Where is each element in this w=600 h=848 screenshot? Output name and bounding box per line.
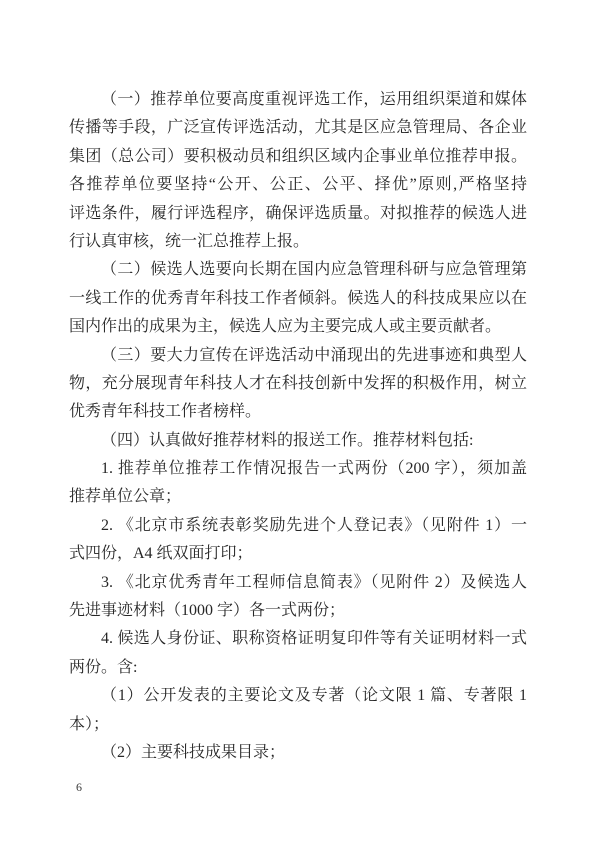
text-line: 各推荐单位要坚持“公开、公正、公平、择优”原则,严格坚持 (69, 176, 527, 194)
text-line: 国内作出的成果为主，候选人应为主要完成人或主要贡献者。 (69, 318, 502, 336)
text-line: 本）； (69, 715, 110, 733)
text-line: 先进事迹材料（1000 字）各一式两份； (69, 602, 346, 620)
text-line: （1）公开发表的主要论文及专著（论文限 1 篇、专著限 1 (101, 687, 527, 705)
text-line: （三）要大力宣传在评选活动中涌现出的先进事迹和典型人 (101, 346, 527, 364)
text-line: 两份。含: (69, 658, 138, 676)
document-body (69, 86, 527, 767)
text-line: 3. 《北京优秀青年工程师信息简表》（见附件 2）及候选人 (101, 573, 527, 591)
text-line: 传播等手段，广泛宣传评选活动，尤其是区应急管理局、各企业 (69, 119, 527, 137)
text-line: （二）候选人选要向长期在国内应急管理科研与应急管理第 (101, 261, 527, 279)
text-line: 2. 《北京市系统表彰奖励先进个人登记表》（见附件 1）一 (101, 516, 527, 534)
text-line: 物，充分展现青年科技人才在科技创新中发挥的积极作用，树立 (69, 374, 527, 392)
text-line: 式四份，A4 纸双面打印； (69, 545, 253, 563)
text-line: 集团（总公司）要积极动员和组织区域内企事业单位推荐申报。 (69, 147, 527, 165)
text-line: （四）认真做好推荐材料的报送工作。推荐材料包括: (101, 431, 474, 449)
text-line: （一）推荐单位要高度重视评选工作，运用组织渠道和媒体 (101, 91, 527, 108)
page-number: 6 (76, 780, 82, 794)
text-line: 评选条件，履行评选程序，确保评选质量。对拟推荐的候选人进 (69, 204, 527, 222)
text-line: 推荐单位公章； (69, 488, 182, 506)
text-line: 一线工作的优秀青年科技工作者倾斜。候选人的科技成果应以在 (69, 289, 527, 307)
text-line: 1. 推荐单位推荐工作情况报告一式两份（200 字），须加盖 (101, 460, 527, 478)
text-line: （2）主要科技成果目录； (101, 743, 286, 761)
text-line: 4. 候选人身份证、职称资格证明复印件等有关证明材料一式 (101, 630, 527, 648)
text-line: 行认真审核，统一汇总推荐上报。 (69, 232, 310, 250)
text-line: 优秀青年科技工作者榜样。 (69, 403, 262, 421)
